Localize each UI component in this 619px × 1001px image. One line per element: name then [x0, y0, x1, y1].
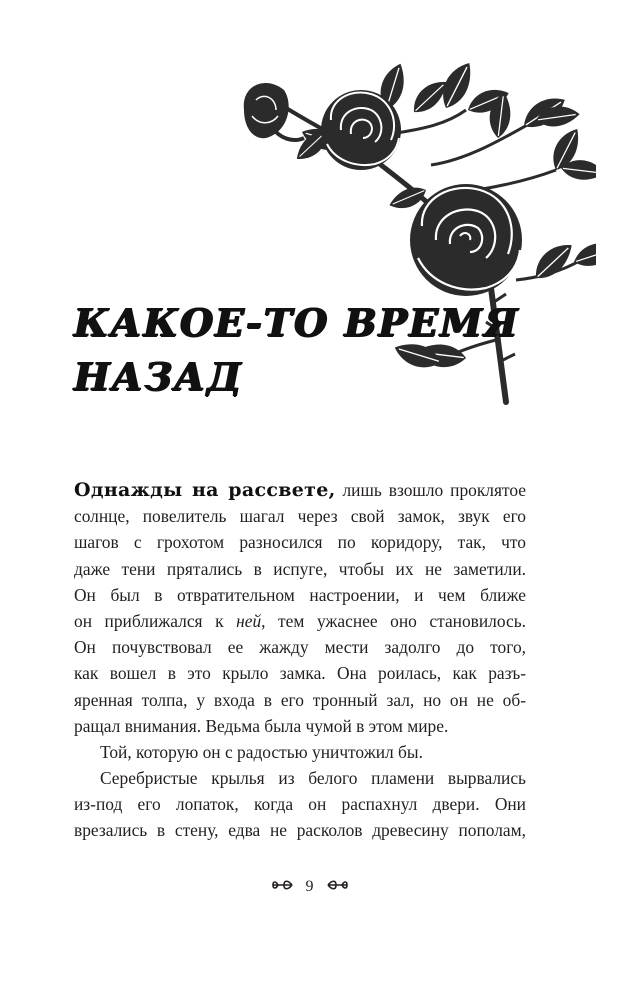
text-line: Той, которую он с радостью уничтожил бы.	[100, 741, 423, 762]
page-number: 9	[305, 878, 314, 896]
page-footer	[0, 878, 619, 896]
text-line: он приближался к ней, тем ужаснее оно становилось.	[74, 610, 526, 631]
text-line: как вошел в это крыло замка. Она роилась, как разъ-	[74, 663, 526, 684]
text-line: даже тени прятались в испуге, чтобы их не заметили.	[74, 558, 526, 579]
text-line: Серебристые крылья из белого пламени вырвались	[100, 768, 526, 789]
text-line: Он почувствовал ее жажду мести задолго до того,	[74, 637, 526, 658]
text-line: врезались в стену, едва не расколов древесину пополам,	[74, 820, 526, 841]
text-line: Он был в отвратительном настроении, и чем ближе	[74, 584, 526, 605]
chapter-title-line-1: КАКОЕ-ТО ВРЕМЯ	[74, 300, 520, 345]
text-line: Однажды на рассвете, лишь взошло проклятое	[74, 479, 526, 501]
body-text	[74, 477, 526, 844]
fleuron-ornament-icon	[272, 878, 294, 896]
emphasis: ней	[236, 610, 262, 631]
text-line: из-под его лопаток, когда он распахнул двери. Они	[74, 794, 526, 815]
chapter-title	[74, 296, 520, 404]
text-line: яренная толпа, у входа в его тронный зал, но он не об-	[74, 689, 526, 710]
lead-phrase: Однажды на рассвете,	[74, 479, 336, 501]
text-line: ращал внимания. Ведьма была чумой в этом мире.	[74, 715, 449, 736]
fleuron-ornament-icon	[326, 878, 348, 896]
text-line: шагов с грохотом разносился по коридору, так, что	[74, 532, 526, 553]
text-line: солнце, повелитель шагал через свой замок, звук его	[74, 506, 526, 527]
chapter-title-line-2: НАЗАД	[74, 354, 243, 399]
